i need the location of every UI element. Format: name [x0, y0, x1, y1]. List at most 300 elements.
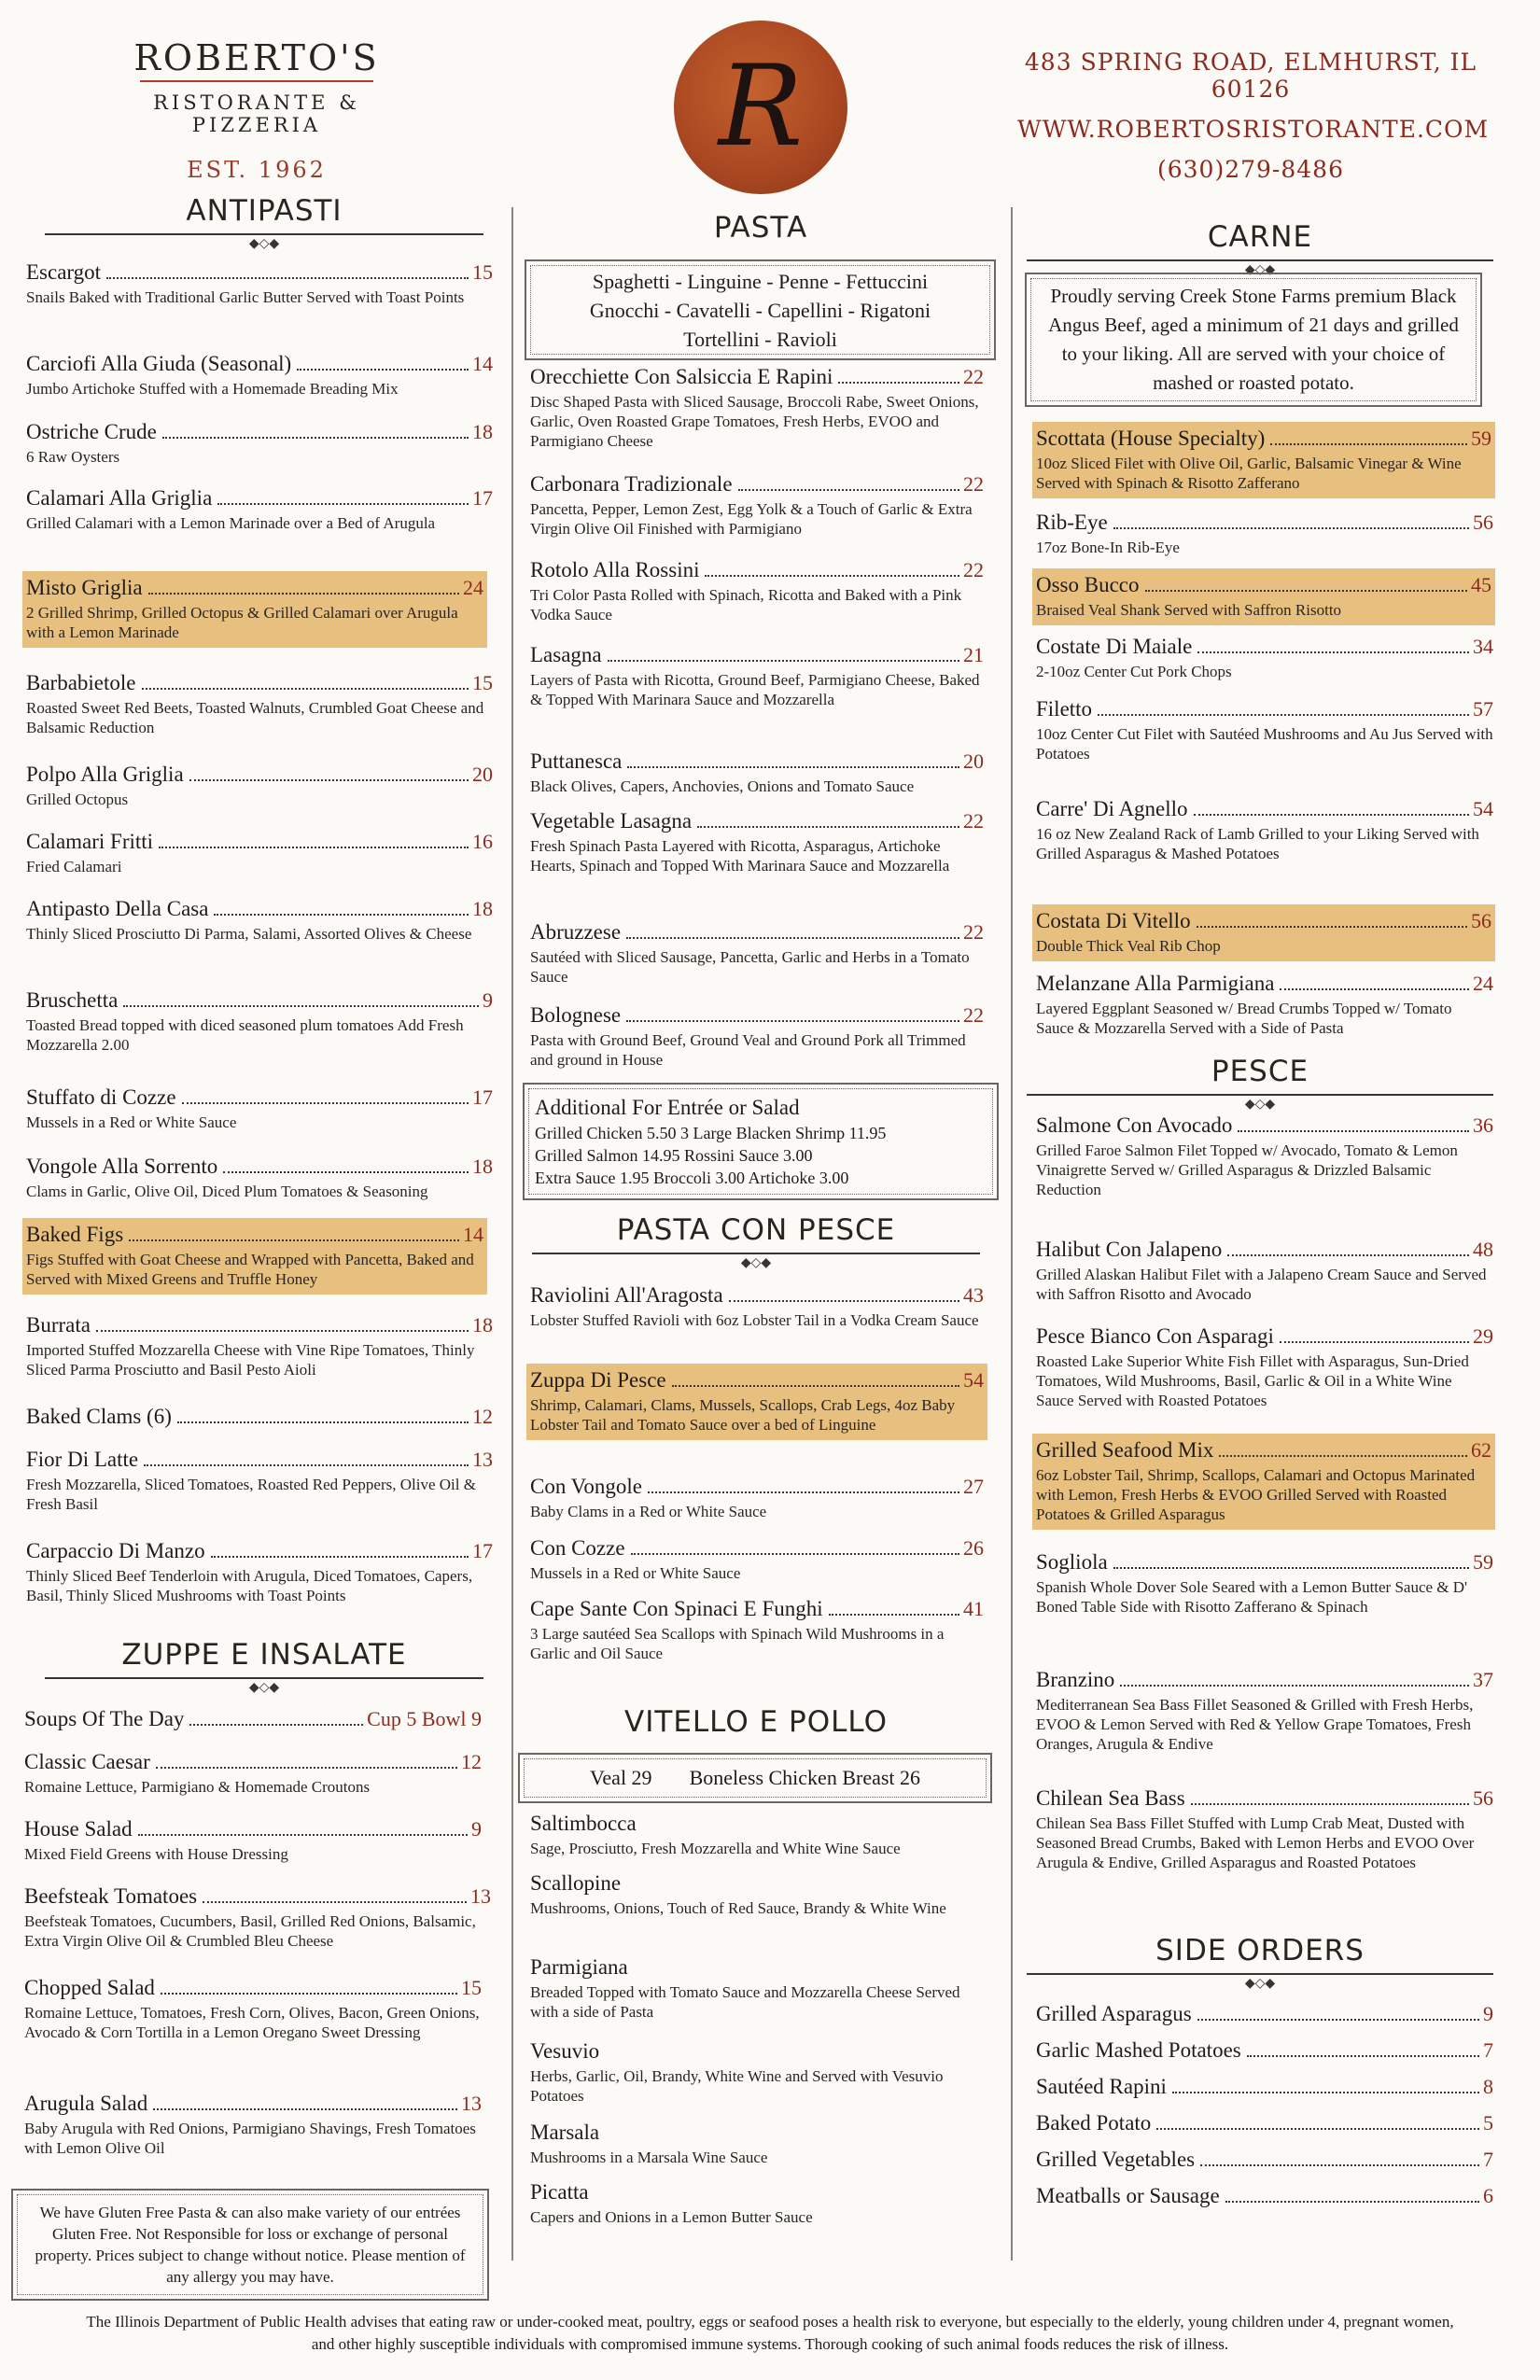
- menu-item-name: Chopped Salad: [24, 1976, 155, 1999]
- menu-item: [1036, 2110, 1493, 2136]
- menu-item-description: Lobster Stuffed Ravioli with 6oz Lobster Tail in a Vodka Cream Sauce: [530, 1311, 979, 1329]
- menu-item-description: Mushrooms, Onions, Touch of Red Sauce, Brandy & White Wine: [530, 1899, 946, 1917]
- menu-item-description: Jumbo Artichoke Stuffed with a Homemade Breading Mix: [26, 380, 399, 398]
- menu-item: [24, 1816, 482, 1864]
- menu-item-price: 20: [963, 749, 984, 773]
- menu-item-price: 20: [472, 763, 493, 786]
- menu-item-price: 16: [472, 830, 493, 853]
- menu-item-description: 10oz Center Cut Filet with Sautéed Mushrooms and Au Jus Served with Potatoes: [1036, 725, 1493, 763]
- website-link[interactable]: WWW.ROBERTOSRISTORANTE.COM: [1017, 116, 1490, 143]
- chicken-price: Boneless Chicken Breast 26: [689, 1766, 921, 1789]
- menu-item-price: 21: [963, 643, 984, 666]
- menu-item-price: 22: [963, 1003, 984, 1027]
- menu-item-name: Sogliola: [1036, 1550, 1108, 1574]
- menu-item-description: Imported Stuffed Mozzarella Cheese with Vine Ripe Tomatoes, Thinly Sliced Parma Prosciutto and Basil Pesto Aioli: [26, 1341, 475, 1379]
- menu-item-price: 56: [1473, 511, 1493, 534]
- menu-item: [26, 259, 493, 307]
- menu-item-price: 9: [471, 1817, 482, 1841]
- menu-item-line: [530, 1870, 984, 1897]
- pasta-pesce-heading: [532, 1213, 980, 1269]
- menu-item-line: [24, 1749, 482, 1775]
- menu-item-price: 22: [963, 920, 984, 944]
- menu-item: [1036, 2074, 1493, 2100]
- menu-item-line: [530, 1367, 984, 1393]
- menu-item-line: [530, 808, 984, 834]
- menu-item: [1036, 1549, 1493, 1617]
- menu-item-price: 24: [463, 576, 483, 599]
- menu-item-price: Cup 5 Bowl 9: [367, 1707, 482, 1730]
- dot-leader: [297, 369, 469, 371]
- menu-item-name: Abruzzese: [530, 920, 622, 944]
- menu-item: [530, 557, 984, 624]
- menu-item-description: Tri Color Pasta Rolled with Spinach, Ricotta and Baked with a Pink Vodka Sauce: [530, 586, 962, 623]
- menu-item-line: [26, 1222, 483, 1248]
- menu-item-line: [26, 1312, 493, 1338]
- menu-item-line: [26, 829, 493, 855]
- menu-item: [26, 351, 493, 399]
- menu-item-name: Baked Figs: [26, 1223, 124, 1246]
- menu-item: [24, 1706, 482, 1732]
- menu-item: [1036, 1323, 1493, 1410]
- dot-leader: [189, 1724, 363, 1726]
- menu-item-line: [26, 1154, 493, 1180]
- menu-item-name: Carbonara Tradizionale: [530, 472, 733, 496]
- dot-leader: [838, 382, 959, 384]
- dot-leader: [627, 766, 959, 768]
- carne-info-text: Proudly serving Creek Stone Farms premium Black Angus Beef, aged a minimum of 21 days and grilled to your liking. All are served with your choice of mashed or roasted potato.: [1048, 285, 1459, 394]
- dot-leader: [211, 1556, 469, 1558]
- dot-leader: [705, 575, 959, 577]
- dot-leader: [1194, 814, 1469, 816]
- menu-item-line: [530, 1596, 984, 1622]
- menu-item-description: Black Olives, Capers, Anchovies, Onions and Tomato Sauce: [530, 777, 915, 795]
- menu-item-description: 6oz Lobster Tail, Shrimp, Scallops, Calamari and Octopus Marinated with Lemon, Fresh Herbs & EVOO Grilled Served with Roasted Potatoes & Grilled Asparagus: [1036, 1466, 1476, 1523]
- menu-item-price: 62: [1471, 1438, 1491, 1462]
- dot-leader: [1219, 1455, 1467, 1457]
- menu-item-name: Beefsteak Tomatoes: [24, 1884, 198, 1908]
- menu-item-price: 18: [472, 1155, 493, 1178]
- menu-item-line: [530, 1811, 984, 1837]
- menu-item-name: Garlic Mashed Potatoes: [1036, 2038, 1241, 2062]
- menu-item-description: Clams in Garlic, Olive Oil, Diced Plum Tomatoes & Seasoning: [26, 1183, 428, 1200]
- menu-item-line: [26, 896, 493, 922]
- menu-item-price: 17: [472, 486, 493, 510]
- additional-title: Additional For Entrée or Salad: [535, 1096, 800, 1119]
- menu-item-description: Thinly Sliced Prosciutto Di Parma, Salami, Assorted Olives & Cheese: [26, 925, 472, 943]
- menu-item-price: 54: [1473, 797, 1493, 820]
- menu-item-price: 15: [472, 260, 493, 284]
- menu-item-name: Pesce Bianco Con Asparagi: [1036, 1324, 1274, 1348]
- carne-heading: [1027, 220, 1493, 276]
- menu-item: [530, 1002, 984, 1070]
- menu-item-name: Sautéed Rapini: [1036, 2075, 1167, 2098]
- menu-item-name: Vegetable Lasagna: [530, 809, 693, 833]
- menu-item-name: Filetto: [1036, 697, 1093, 721]
- menu-item-name: Puttanesca: [530, 749, 623, 773]
- vitello-price-inner: [524, 1758, 987, 1798]
- menu-item-name: Vongole Alla Sorrento: [26, 1155, 218, 1178]
- menu-item-price: 13: [461, 2092, 482, 2115]
- menu-item-price: 56: [1473, 1786, 1493, 1810]
- menu-item: [26, 419, 493, 467]
- menu-item-name: Marsala: [530, 2121, 600, 2144]
- menu-item-description: Mixed Field Greens with House Dressing: [24, 1845, 288, 1863]
- menu-item-description: Roasted Sweet Red Beets, Toasted Walnuts, Crumbled Goat Cheese and Balsamic Reduction: [26, 699, 484, 736]
- menu-item-name: Barbabietole: [26, 671, 136, 694]
- menu-item-price: 17: [472, 1085, 493, 1109]
- menu-item-price: 22: [963, 809, 984, 833]
- menu-item-name: Scottata (House Specialty): [1036, 427, 1266, 450]
- menu-item-description: Romaine Lettuce, Tomatoes, Fresh Corn, Olives, Bacon, Green Onions, Avocado & Corn Tortilla in a Lemon Oregano Sweet Dressing: [24, 2004, 480, 2041]
- menu-item-price: 37: [1473, 1668, 1493, 1691]
- section-title: PASTA CON PESCE: [616, 1213, 896, 1247]
- menu-item-line: [26, 1404, 493, 1430]
- brand-rule: [140, 80, 373, 82]
- menu-item-price: 41: [963, 1597, 984, 1620]
- menu-item-price: 22: [963, 558, 984, 581]
- dot-leader: [214, 914, 469, 916]
- menu-item-line: [26, 351, 493, 377]
- dot-leader: [123, 1005, 479, 1007]
- menu-item-description: Baby Clams in a Red or White Sauce: [530, 1503, 767, 1520]
- menu-item-price: 14: [463, 1223, 483, 1246]
- menu-item-line: [1036, 1237, 1493, 1263]
- menu-item-line: [1036, 510, 1493, 536]
- menu-item-line: [1036, 426, 1491, 452]
- menu-item-price: 22: [963, 365, 984, 388]
- menu-item-description: Chilean Sea Bass Fillet Stuffed with Lump Crab Meat, Dusted with Seasoned Bread Crumbs, Baked with Lemon Herbs and EVOO Over Arugula & Endive, Grilled Asparagus and Roasted Potatoes: [1036, 1814, 1475, 1871]
- menu-item-description: Grilled Octopus: [26, 791, 129, 808]
- menu-item-description: Roasted Lake Superior White Fish Fillet with Asparagus, Sun-Dried Tomatoes, Wild Mushrooms, Basil, Garlic & Oil in a White Wine Sauce Served with Roasted Potatoes: [1036, 1352, 1469, 1409]
- menu-item: [24, 2091, 482, 2158]
- section-rule: [1027, 259, 1493, 261]
- health-advisory: The Illinois Department of Public Health advises that eating raw or under-cooked meat, poultry, eggs or seafood poses a health risk to everyone, but especially to the elderly, young children under 4, pregnant women, and other highly susceptible individuals with compromised immune systems. Thorough cooking of such animal foods reduces the risk of illness.: [86, 2313, 1454, 2353]
- dot-leader: [697, 826, 959, 828]
- dot-leader: [631, 1553, 959, 1555]
- menu-item-price: 9: [1483, 2002, 1493, 2025]
- notice-box: [11, 2189, 489, 2301]
- menu-item: [530, 642, 984, 709]
- ornament-icon: ◆◇◆: [248, 1680, 280, 1695]
- menu-item-name: Rotolo Alla Rossini: [530, 558, 700, 581]
- menu-item-line: [26, 670, 493, 696]
- menu-item: [1036, 634, 1493, 681]
- menu-item-description: Braised Veal Shank Served with Saffron Risotto: [1036, 601, 1342, 619]
- menu-item-description: Sage, Prosciutto, Fresh Mozzarella and White Wine Sauce: [530, 1840, 901, 1857]
- menu-item-price: 27: [963, 1475, 984, 1498]
- menu-item: [1036, 1667, 1493, 1754]
- menu-item-price: 8: [1483, 2075, 1493, 2098]
- menu-item-description: Beefsteak Tomatoes, Cucumbers, Basil, Grilled Red Onions, Balsamic, Extra Virgin Olive Oil & Crumbled Bleu Cheese: [24, 1912, 476, 1950]
- menu-item-line: [1036, 2074, 1493, 2100]
- dot-leader: [1191, 1803, 1469, 1805]
- dot-leader: [162, 437, 469, 439]
- menu-item-price: 18: [472, 420, 493, 443]
- zuppe-heading: [45, 1638, 483, 1694]
- menu-item-name: Baked Potato: [1036, 2111, 1152, 2135]
- menu-item: [24, 1749, 482, 1797]
- menu-item-line: [1036, 2037, 1493, 2064]
- dot-leader: [672, 1385, 959, 1387]
- menu-item-name: Saltimbocca: [530, 1812, 637, 1835]
- menu-item-name: Con Cozze: [530, 1536, 625, 1560]
- menu-item-name: Melanzane Alla Parmigiana: [1036, 972, 1275, 995]
- menu-item-description: Mussels in a Red or White Sauce: [26, 1113, 237, 1131]
- pasta-types-inner: [530, 265, 990, 355]
- phone-number[interactable]: (630)279-8486: [1156, 156, 1344, 183]
- menu-item-price: 54: [963, 1368, 984, 1392]
- menu-item-name: Halibut Con Jalapeno: [1036, 1238, 1223, 1261]
- menu-item-price: 24: [1473, 972, 1493, 995]
- menu-item: [26, 1404, 493, 1430]
- menu-item: [26, 1538, 493, 1605]
- menu-item-line: [530, 1474, 984, 1500]
- dot-leader: [1270, 443, 1467, 445]
- menu-item-price: 9: [483, 988, 493, 1012]
- menu-item-line: [530, 919, 984, 945]
- menu-item-line: [1036, 908, 1491, 934]
- menu-item: [530, 1811, 984, 1858]
- menu-item-price: 22: [963, 472, 984, 496]
- section-title: SIDE ORDERS: [1155, 1934, 1365, 1967]
- menu-item: [530, 471, 984, 539]
- menu-item: [1036, 1113, 1493, 1199]
- menu-item-description: Figs Stuffed with Goat Cheese and Wrapped with Pancetta, Baked and Served with Mixed Greens and Truffle Honey: [26, 1251, 474, 1288]
- menu-item-line: [1036, 1113, 1493, 1139]
- menu-item-name: Grilled Seafood Mix: [1036, 1438, 1214, 1462]
- menu-item-line: [26, 259, 493, 286]
- menu-item-line: [530, 1282, 984, 1309]
- dot-leader: [1280, 988, 1469, 990]
- menu-item: [26, 762, 493, 809]
- menu-item-line: [26, 485, 493, 511]
- menu-item: [530, 1282, 984, 1330]
- dot-leader: [729, 1300, 959, 1302]
- dot-leader: [1227, 1254, 1469, 1256]
- menu-item-name: Osso Bucco: [1036, 573, 1140, 596]
- additional-line: Grilled Chicken 5.50 3 Large Blacken Shrimp 11.95: [535, 1124, 887, 1142]
- menu-item-description: Fried Calamari: [26, 858, 122, 875]
- menu-item: [530, 1474, 984, 1521]
- menu-item-price: 17: [472, 1539, 493, 1562]
- menu-item-name: Chilean Sea Bass: [1036, 1786, 1185, 1810]
- menu-item-price: 18: [472, 897, 493, 920]
- section-rule: [532, 1253, 980, 1254]
- additional-line: Extra Sauce 1.95 Broccoli 3.00 Artichoke 3.00: [535, 1169, 849, 1187]
- menu-item-name: Carpaccio Di Manzo: [26, 1539, 205, 1562]
- dot-leader: [203, 1901, 467, 1903]
- menu-item-line: [24, 1975, 482, 2001]
- menu-item-line: [1036, 1323, 1493, 1350]
- dot-leader: [1172, 2092, 1479, 2093]
- menu-item: [1036, 2183, 1493, 2209]
- menu-item: [530, 749, 984, 796]
- menu-item: [24, 1883, 491, 1951]
- menu-item-price: 45: [1471, 573, 1491, 596]
- menu-item: [26, 670, 493, 737]
- dot-leader: [1145, 590, 1467, 592]
- dot-leader: [223, 1171, 469, 1173]
- menu-item-line: [24, 1816, 482, 1842]
- notice-inner: [17, 2194, 483, 2295]
- address: 483 SPRING ROAD, ELMHURST, IL 60126: [1024, 49, 1477, 103]
- menu-item-name: Rib-Eye: [1036, 511, 1108, 534]
- menu-item-line: [1036, 2183, 1493, 2209]
- menu-item-price: 15: [472, 671, 493, 694]
- menu-item-line: [1036, 2001, 1493, 2027]
- menu-item-line: [1036, 634, 1493, 660]
- menu-item: [526, 1364, 987, 1440]
- menu-item-description: 10oz Sliced Filet with Olive Oil, Garlic, Balsamic Vinegar & Wine Served with Spinach & Risotto Zafferano: [1036, 455, 1462, 492]
- menu-item: [530, 1596, 984, 1663]
- veal-price: Veal 29: [589, 1766, 652, 1789]
- menu-item-line: [1036, 971, 1493, 997]
- section-title: PASTA: [713, 211, 808, 245]
- column-divider: [1011, 207, 1013, 2261]
- menu-item-name: Cape Sante Con Spinaci E Funghi: [530, 1597, 823, 1620]
- menu-item-description: Thinly Sliced Beef Tenderloin with Arugula, Diced Tomatoes, Capers, Basil, Thinly Sliced Mushrooms with Toast Points: [26, 1567, 473, 1604]
- menu-item-name: Ostriche Crude: [26, 420, 157, 443]
- menu-item-line: [1036, 796, 1493, 822]
- menu-item-description: Capers and Onions in a Lemon Butter Sauce: [530, 2208, 813, 2226]
- menu-item-name: Raviolini All'Aragosta: [530, 1283, 723, 1307]
- menu-item-name: Scallopine: [530, 1871, 622, 1895]
- menu-item-name: Baked Clams (6): [26, 1405, 172, 1428]
- menu-item-price: 12: [461, 1750, 482, 1773]
- menu-item: [1036, 2037, 1493, 2064]
- ornament-icon: ◆◇◆: [1244, 1976, 1276, 1991]
- dot-leader: [1280, 1341, 1469, 1343]
- menu-item-description: Double Thick Veal Rib Chop: [1036, 937, 1221, 955]
- ornament-icon: ◆◇◆: [1244, 262, 1276, 277]
- menu-item-description: Pancetta, Pepper, Lemon Zest, Egg Yolk & a Touch of Garlic & Extra Virgin Olive Oil Finished with Parmigiano: [530, 500, 973, 538]
- menu-item-name: Branzino: [1036, 1668, 1115, 1691]
- menu-item-name: Burrata: [26, 1313, 91, 1337]
- dot-leader: [1247, 2055, 1479, 2057]
- menu-item-line: [530, 1535, 984, 1561]
- menu-item-name: Vesuvio: [530, 2039, 600, 2063]
- menu-item-line: [26, 987, 493, 1014]
- menu-item-name: Picatta: [530, 2180, 589, 2204]
- menu-item-price: 13: [472, 1448, 493, 1471]
- menu-item: [1032, 1434, 1495, 1530]
- menu-item-line: [26, 575, 483, 601]
- pasta-types-box: [525, 259, 996, 360]
- dot-leader: [1238, 1130, 1469, 1132]
- dot-leader: [1197, 2019, 1479, 2021]
- menu-item-description: 2 Grilled Shrimp, Grilled Octopus & Grilled Calamari over Arugula with a Lemon Marinade: [26, 604, 458, 641]
- menu-item: [1036, 696, 1493, 763]
- menu-item: [26, 1154, 493, 1201]
- menu-item: [1032, 904, 1495, 961]
- menu-item-name: Polpo Alla Griglia: [26, 763, 184, 786]
- dot-leader: [177, 1421, 469, 1423]
- menu-item: [1036, 510, 1493, 557]
- menu-item: [1036, 1237, 1493, 1304]
- menu-item-name: Soups Of The Day: [24, 1707, 185, 1730]
- dot-leader: [96, 1330, 469, 1332]
- menu-item-line: [530, 2179, 984, 2205]
- brand-subtitle: RISTORANTE & PIZZERIA: [153, 91, 360, 136]
- dot-leader: [1120, 1685, 1469, 1687]
- menu-item-description: 16 oz New Zealand Rack of Lamb Grilled to your Liking Served with Grilled Asparagus & Mashed Potatoes: [1036, 825, 1479, 862]
- menu-item-line: [1036, 696, 1493, 722]
- menu-item-line: [530, 364, 984, 390]
- menu-item: [24, 1975, 482, 2042]
- ornament-icon: ◆◇◆: [1244, 1097, 1276, 1112]
- menu-item-name: Grilled Asparagus: [1036, 2002, 1192, 2025]
- dot-leader: [1156, 2128, 1479, 2130]
- dot-leader: [153, 2108, 457, 2110]
- menu-item-description: Pasta with Ground Beef, Ground Veal and Ground Pork all Trimmed and ground in House: [530, 1031, 966, 1069]
- dot-leader: [608, 660, 959, 662]
- menu-item-line: [530, 642, 984, 668]
- dot-leader: [182, 1102, 469, 1104]
- menu-item-price: 26: [963, 1536, 984, 1560]
- menu-item: [1032, 568, 1495, 625]
- menu-item-line: [530, 749, 984, 775]
- menu-item-price: 5: [1483, 2111, 1493, 2135]
- menu-item-name: Carciofi Alla Giuda (Seasonal): [26, 352, 292, 375]
- ornament-icon: ◆◇◆: [248, 236, 280, 251]
- menu-item-description: Layered Eggplant Seasoned w/ Bread Crumbs Topped w/ Tomato Sauce & Mozzarella Served with a Side of Pasta: [1036, 1000, 1452, 1037]
- brand-block: [103, 37, 411, 183]
- menu-item: [530, 919, 984, 987]
- menu-item-line: [530, 471, 984, 497]
- menu-item-name: Parmigiana: [530, 1955, 628, 1979]
- menu-item-price: 29: [1473, 1324, 1493, 1348]
- menu-item-name: Calamari Fritti: [26, 830, 154, 853]
- menu-item-line: [530, 1954, 984, 1981]
- dot-leader: [648, 1491, 959, 1493]
- pasta-heading: [537, 211, 985, 245]
- menu-item-line: [26, 1085, 493, 1111]
- dot-leader: [217, 503, 469, 505]
- menu-item-description: Fresh Spinach Pasta Layered with Ricotta, Asparagus, Artichoke Hearts, Spinach and Topped With Marinara Sauce and Mozzarella: [530, 837, 950, 875]
- menu-item-description: Grilled Calamari with a Lemon Marinade over a Bed of Arugula: [26, 514, 436, 532]
- menu-item: [1036, 796, 1493, 863]
- menu-item-description: 3 Large sautéed Sea Scallops with Spinach Wild Mushrooms in a Garlic and Oil Sauce: [530, 1625, 945, 1662]
- menu-item-price: 56: [1471, 909, 1491, 932]
- vitello-price-box: [518, 1753, 992, 1803]
- menu-item-line: [26, 762, 493, 788]
- dot-leader: [106, 277, 469, 279]
- menu-item: [530, 364, 984, 451]
- section-rule: [45, 233, 483, 235]
- menu-item-description: Romaine Lettuce, Parmigiano & Homemade Croutons: [24, 1778, 371, 1796]
- dot-leader: [626, 937, 959, 939]
- dot-leader: [1197, 926, 1467, 928]
- menu-item-price: 12: [472, 1405, 493, 1428]
- menu-item-price: 6: [1483, 2184, 1493, 2207]
- menu-item-name: Classic Caesar: [24, 1750, 150, 1773]
- menu-item: [1036, 971, 1493, 1038]
- menu-item-description: Shrimp, Calamari, Clams, Mussels, Scallops, Crab Legs, 4oz Baby Lobster Tail and Tomato Sauce over a bed of Linguine: [530, 1396, 956, 1434]
- dot-leader: [156, 1767, 457, 1769]
- menu-item-line: [26, 1538, 493, 1564]
- additional-inner: [528, 1088, 993, 1195]
- antipasti-heading: [45, 194, 483, 250]
- menu-item: [26, 987, 493, 1055]
- menu-item-name: Bolognese: [530, 1003, 622, 1027]
- menu-item-line: [530, 2038, 984, 2065]
- logo-letter: R: [718, 42, 804, 172]
- ornament-icon: ◆◇◆: [740, 1255, 772, 1270]
- menu-item-description: 6 Raw Oysters: [26, 448, 120, 466]
- menu-item-name: Bruschetta: [26, 988, 119, 1012]
- pesce-heading: [1027, 1055, 1493, 1111]
- dot-leader: [1098, 714, 1469, 716]
